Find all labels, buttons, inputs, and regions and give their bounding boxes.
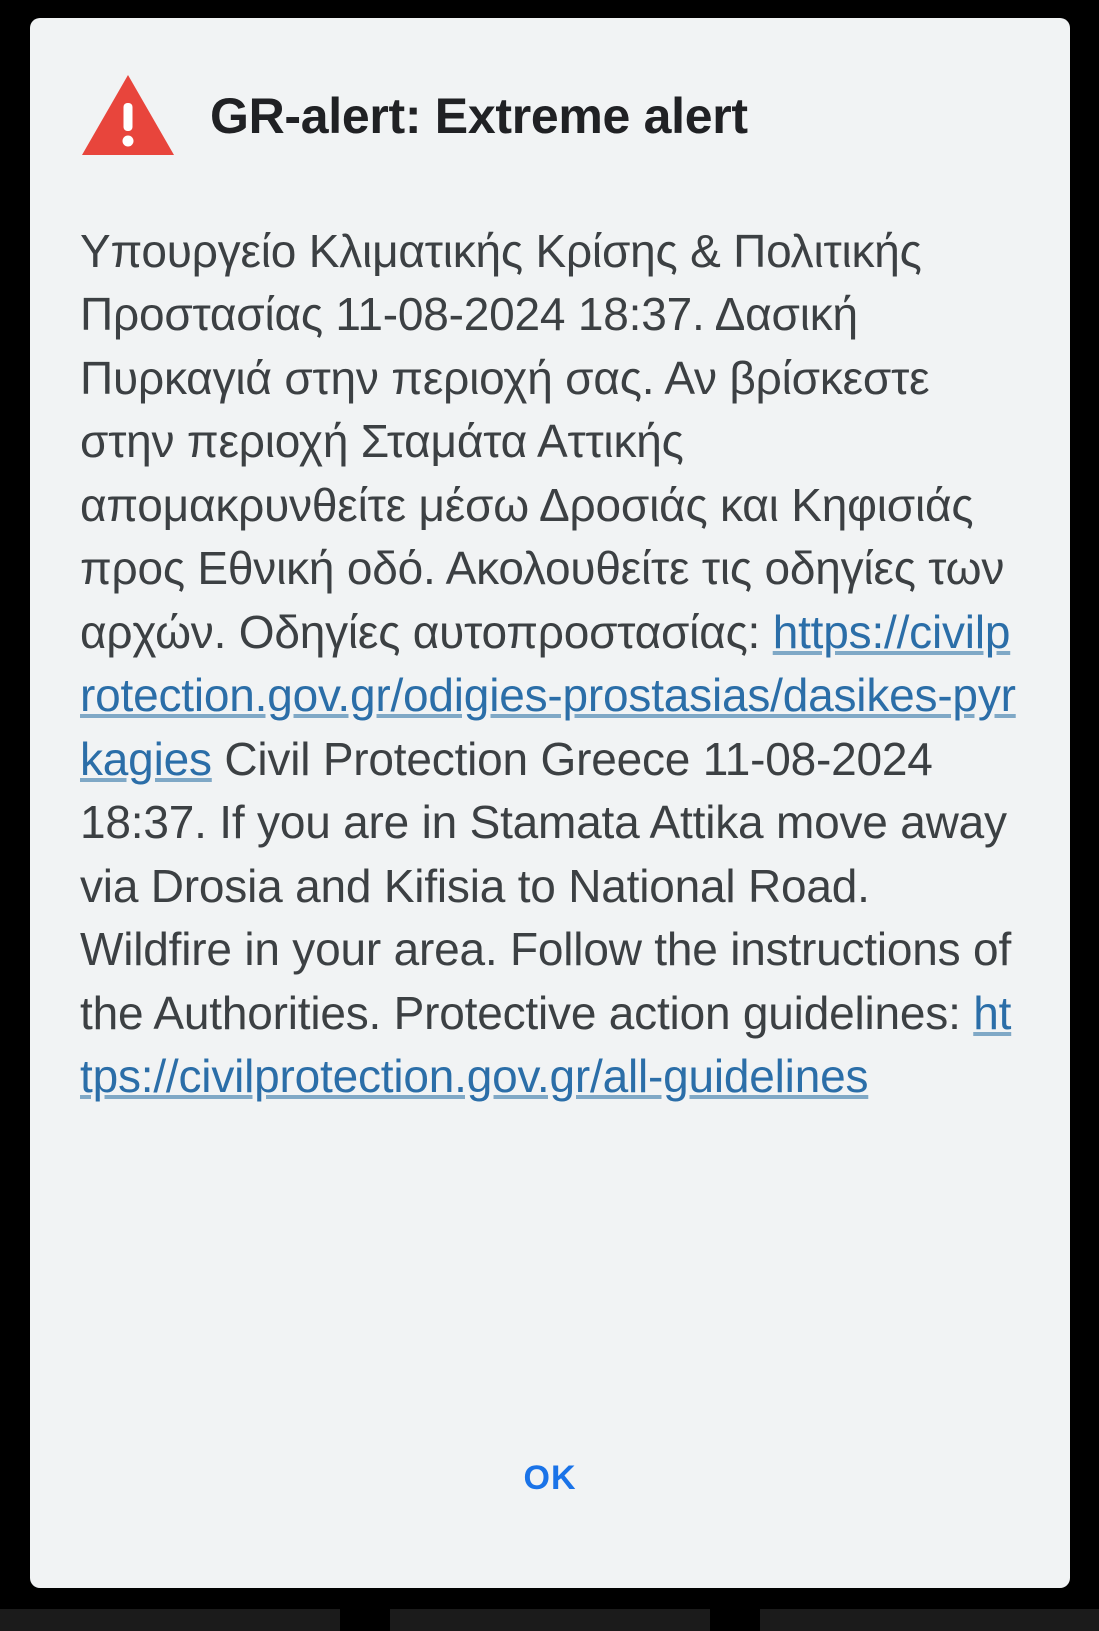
warning-triangle-icon (80, 73, 176, 159)
navigation-bar (0, 1609, 1099, 1631)
guidelines-link-greek[interactable]: https://civilprotection.gov.gr/odigies-prostasias/dasikes-pyrkagies (80, 605, 1016, 785)
alert-message-text-secondary: Civil Protection Greece 11-08-2024 18:37. If you are in Stamata Attika move away via Drosia and Kifisia to National Road. Wildfire in your area. Follow the instructions of the Authorities. Protective action guidelines: (80, 732, 1012, 1039)
emergency-alert-dialog (30, 18, 1070, 1588)
alert-title: GR-alert: Extreme alert (210, 88, 748, 144)
guidelines-link-english[interactable]: https://civilprotection.gov.gr/all-guidelines (80, 986, 1012, 1103)
ok-button[interactable]: OK (484, 1445, 617, 1512)
nav-segment-right (760, 1609, 1099, 1631)
nav-segment-center (390, 1609, 710, 1631)
alert-actions (30, 1445, 1070, 1512)
alert-header (80, 64, 1020, 168)
nav-segment-left (0, 1609, 340, 1631)
alert-message-text-primary: Υπουργείο Κλιματικής Κρίσης & Πολιτικής Προστασίας 11-08-2024 18:37. Δασική Πυρκαγιά στην περιοχή σας. Αν βρίσκεστε στην περιοχή Σταμάτα Αττικής απομακρυνθείτε μέσω Δροσιάς και Κηφισιάς προς Εθνική οδό. Ακολουθείτε τις οδηγίες των αρχών. Οδηγίες αυτοπροστασίας: (80, 225, 1005, 658)
alert-message (80, 220, 1020, 1109)
